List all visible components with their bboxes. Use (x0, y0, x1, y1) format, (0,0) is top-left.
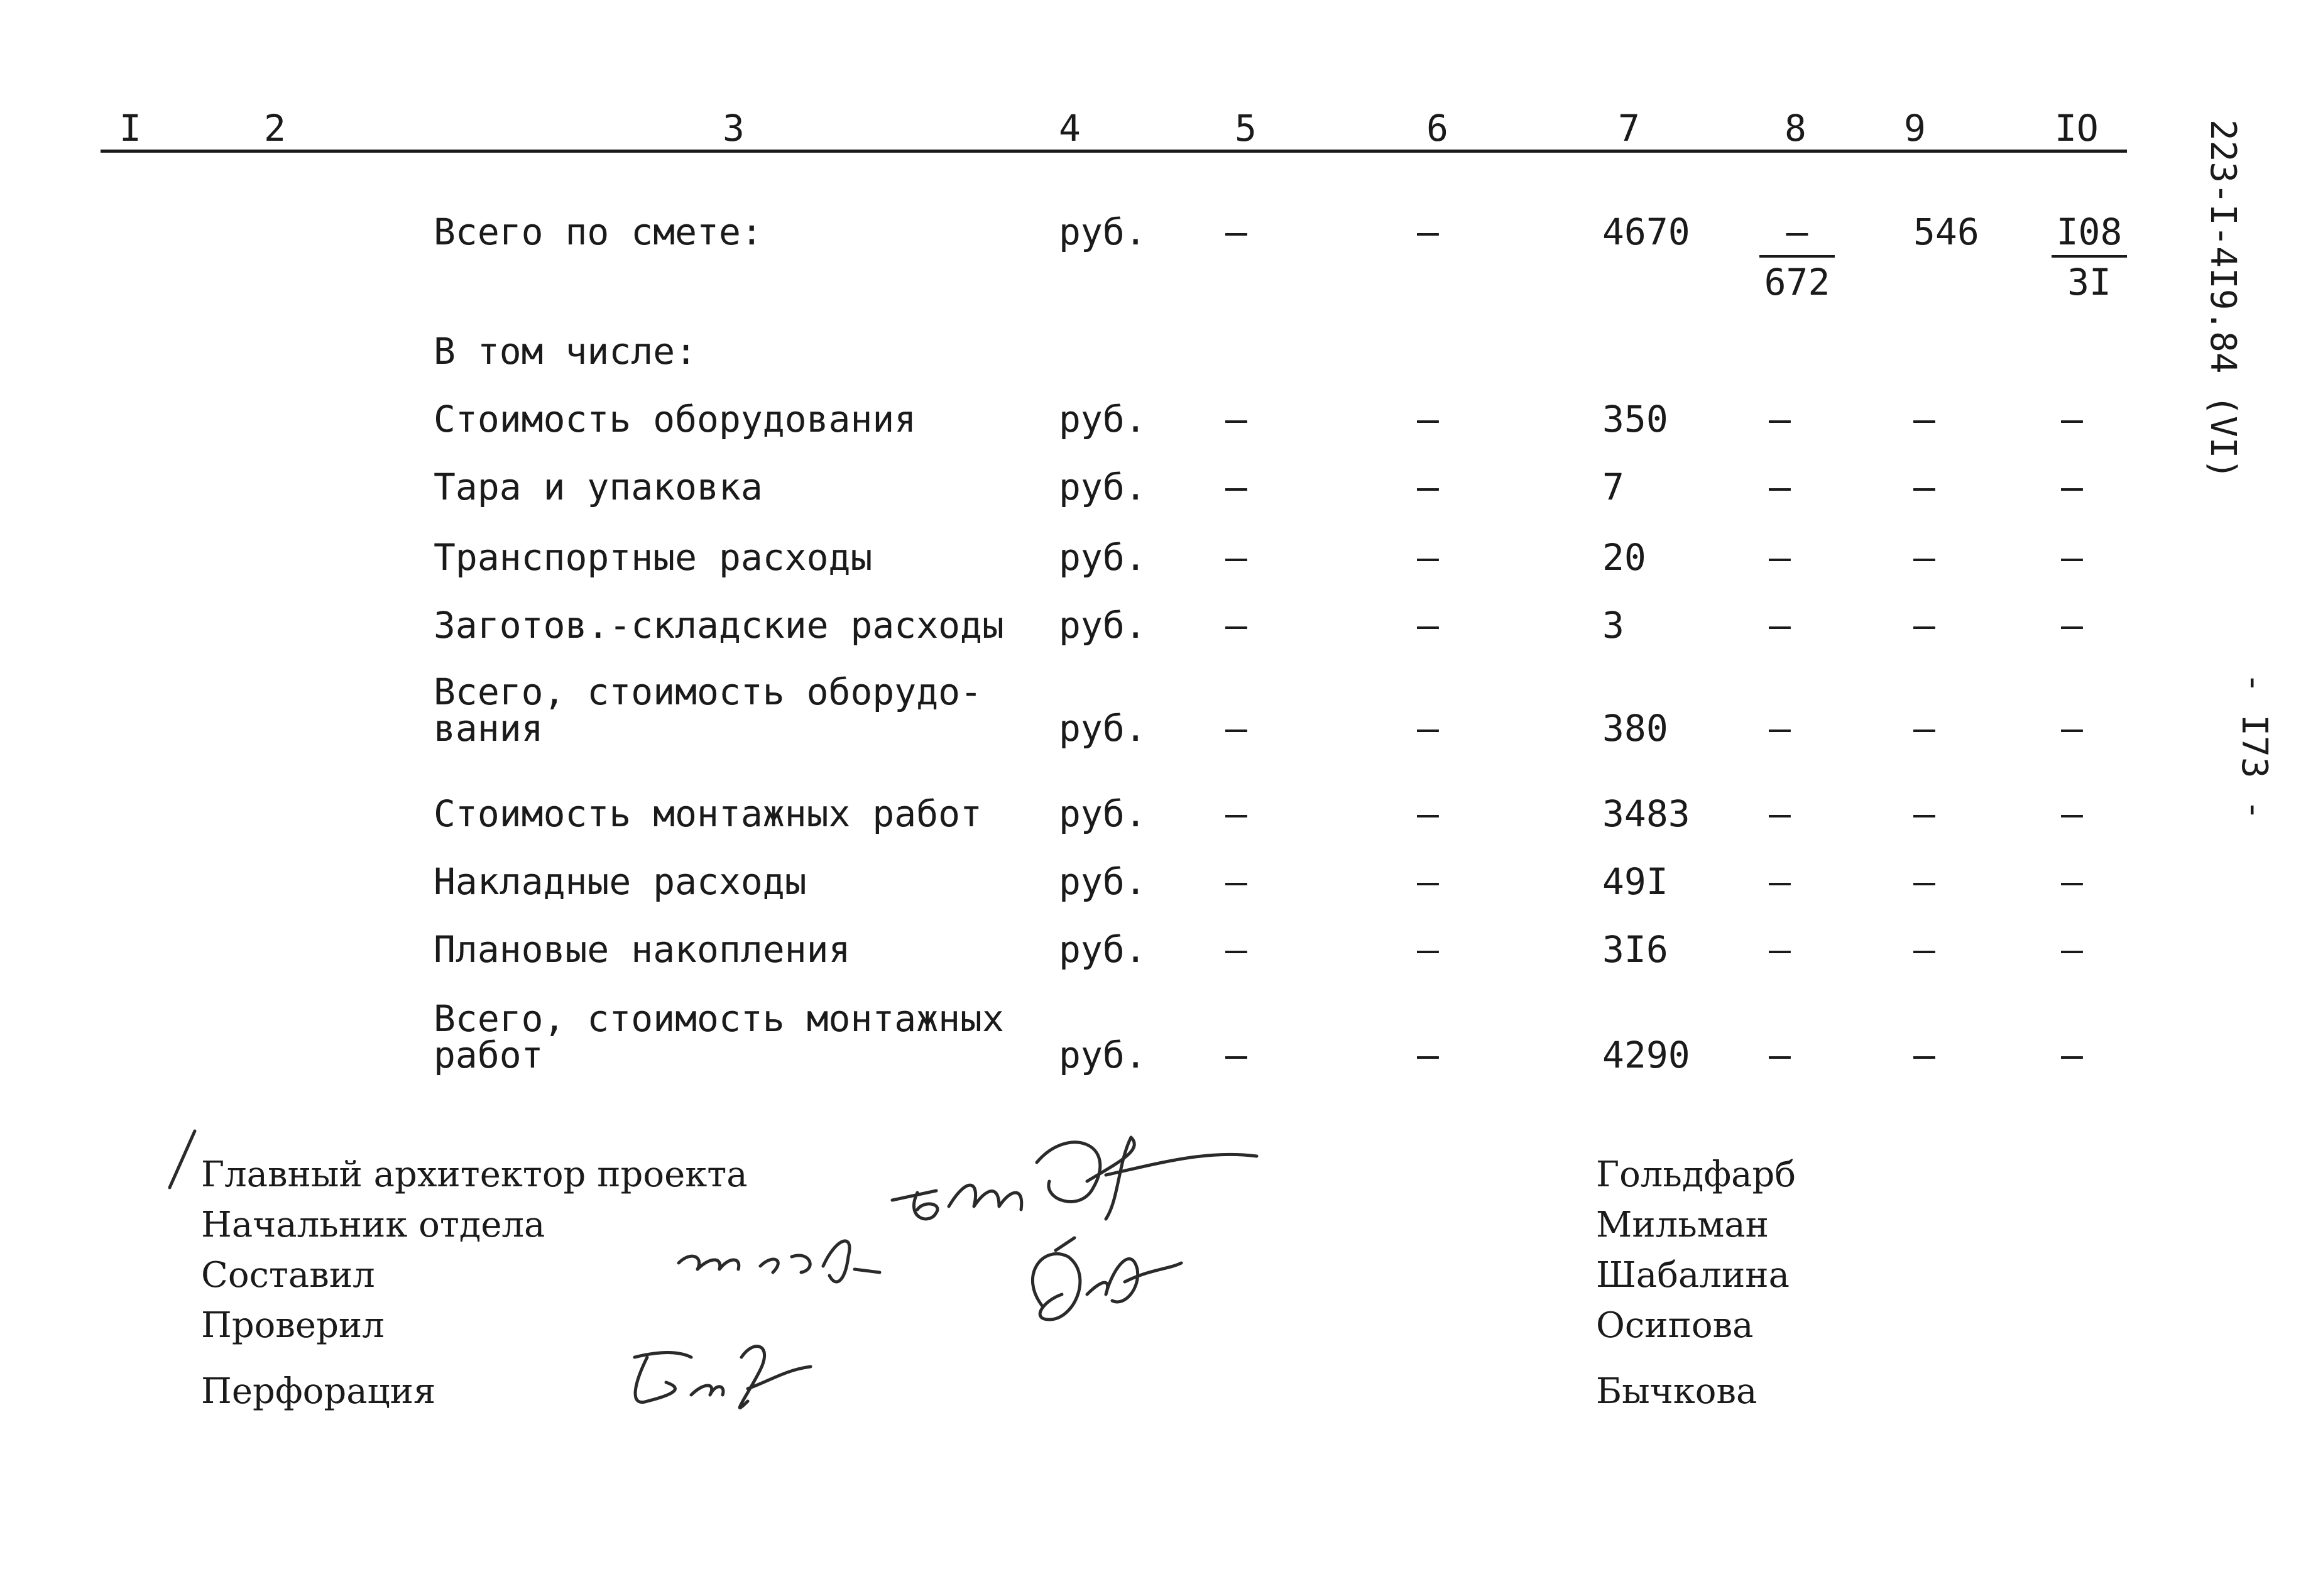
cell-col8: – (1769, 792, 1791, 835)
cell-col5: – (1225, 536, 1247, 579)
row-label: Накладные расходы (434, 860, 807, 903)
cell-col8: – (1769, 1034, 1791, 1076)
cell-col6: – (1417, 604, 1439, 647)
handwritten-signature (1018, 1232, 1219, 1338)
cell-col8: – (1769, 707, 1791, 750)
cell-col10: – (2061, 928, 2083, 971)
cell-col7: 350 (1602, 398, 1668, 440)
cell-col7: 4670 (1602, 210, 1690, 253)
cell-col10: – (2061, 536, 2083, 579)
row-label: Заготов.-складские расходы (434, 604, 1004, 647)
cell-col10: – (2061, 860, 2083, 903)
row-label: Стоимость оборудования (434, 398, 917, 440)
signature-name: Гольдфарб (1596, 1154, 1796, 1195)
cell-col6: – (1417, 792, 1439, 835)
cell-col6: – (1417, 1034, 1439, 1076)
cell-col10: – (2061, 792, 2083, 835)
row-unit: руб. (1059, 707, 1147, 750)
cell-col6: – (1417, 536, 1439, 579)
cell-col8: – (1769, 928, 1791, 971)
cell-col7: 4290 (1602, 1034, 1690, 1076)
signature-role: Перфорация (201, 1371, 436, 1412)
fraction-denominator: 3I (2067, 261, 2111, 303)
cell-col8: – (1769, 604, 1791, 647)
cell-col10: – (2061, 604, 2083, 647)
fraction-bar (2052, 255, 2127, 258)
row-label: В том числе: (434, 330, 697, 373)
cell-col6: – (1417, 928, 1439, 971)
column-header-2: 2 (264, 107, 286, 150)
row-label-line2: вания (434, 707, 544, 750)
cell-col7: 20 (1602, 536, 1646, 579)
cell-col9: – (1913, 466, 1935, 508)
fraction-numerator: – (1786, 210, 1808, 253)
row-unit: руб. (1059, 398, 1147, 440)
cell-col7: 380 (1602, 707, 1668, 750)
column-header-5: 5 (1235, 107, 1257, 150)
cell-col9: – (1913, 604, 1935, 647)
row-label: Плановые накопления (434, 928, 851, 971)
column-header-1: I (119, 107, 141, 150)
signature-role: Главный архитектор проекта (201, 1154, 748, 1195)
row-unit: руб. (1059, 210, 1147, 253)
cell-col10: – (2061, 466, 2083, 508)
row-unit: руб. (1059, 860, 1147, 903)
cell-col9: 546 (1913, 210, 1979, 253)
cell-col9: – (1913, 707, 1935, 750)
cell-col9: – (1913, 1034, 1935, 1076)
cell-col7: 3483 (1602, 792, 1690, 835)
column-header-6: 6 (1426, 107, 1448, 150)
cell-col6: – (1417, 398, 1439, 440)
cell-col9: – (1913, 398, 1935, 440)
cell-col6: – (1417, 210, 1439, 253)
cell-col6: – (1417, 466, 1439, 508)
header-rule (101, 150, 2127, 153)
row-unit: руб. (1059, 792, 1147, 835)
signature-name: Шабалина (1596, 1255, 1790, 1296)
cell-col5: – (1225, 707, 1247, 750)
cell-col8: – (1769, 466, 1791, 508)
cell-col5: – (1225, 604, 1247, 647)
cell-col8-fraction (1759, 212, 1835, 302)
cell-col5: – (1225, 928, 1247, 971)
row-label: Всего по смете: (434, 210, 763, 253)
handwritten-signature (666, 1232, 930, 1301)
handwritten-signature (622, 1332, 848, 1426)
cell-col10: – (2061, 1034, 2083, 1076)
cell-col10: – (2061, 707, 2083, 750)
row-unit: руб. (1059, 604, 1147, 647)
cell-col7: 7 (1602, 466, 1624, 508)
cell-col6: – (1417, 707, 1439, 750)
signature-name: Осипова (1596, 1305, 1754, 1346)
column-header-9: 9 (1904, 107, 1926, 150)
cell-col9: – (1913, 792, 1935, 835)
row-label: Транспортные расходы (434, 536, 873, 579)
signature-role: Составил (201, 1255, 375, 1296)
cell-col6: – (1417, 860, 1439, 903)
cell-col5: – (1225, 1034, 1247, 1076)
signature-name: Бычкова (1596, 1371, 1757, 1412)
cell-col10-fraction (2052, 212, 2127, 302)
cell-col5: – (1225, 398, 1247, 440)
fraction-numerator: I08 (2056, 210, 2123, 253)
row-unit: руб. (1059, 1034, 1147, 1076)
cell-col5: – (1225, 860, 1247, 903)
cell-col5: – (1225, 792, 1247, 835)
cell-col8: – (1769, 860, 1791, 903)
cell-col10: – (2061, 398, 2083, 440)
column-header-3: 3 (723, 107, 745, 150)
row-label: Тара и упаковка (434, 466, 763, 508)
cell-col5: – (1225, 466, 1247, 508)
cell-col9: – (1913, 860, 1935, 903)
signature-role: Начальник отдела (201, 1205, 545, 1245)
cell-col7: 3I6 (1602, 928, 1668, 971)
cell-col8: – (1769, 536, 1791, 579)
fraction-denominator: 672 (1764, 261, 1830, 303)
row-label: Стоимость монтажных работ (434, 792, 982, 835)
cell-col5: – (1225, 210, 1247, 253)
cell-col9: – (1913, 536, 1935, 579)
column-header-4: 4 (1059, 107, 1081, 150)
page-number: - I73 - (2234, 672, 2275, 821)
column-header-10: IO (2055, 107, 2099, 150)
signature-name: Мильман (1596, 1205, 1769, 1245)
margin-mark (163, 1125, 201, 1194)
column-header-7: 7 (1618, 107, 1640, 150)
cell-col7: 49I (1602, 860, 1668, 903)
row-unit: руб. (1059, 928, 1147, 971)
row-label-line2: работ (434, 1034, 544, 1076)
row-label-line1: Всего, стоимость монтажных (434, 997, 1004, 1040)
fraction-bar (1759, 255, 1835, 258)
row-unit: руб. (1059, 536, 1147, 579)
signature-role: Проверил (201, 1305, 385, 1346)
cell-col7: 3 (1602, 604, 1624, 647)
document-code: 223-I-4I9.84 (VI) (2202, 119, 2243, 480)
cell-col9: – (1913, 928, 1935, 971)
row-label-line1: Всего, стоимость оборудо- (434, 670, 982, 713)
row-unit: руб. (1059, 466, 1147, 508)
column-header-8: 8 (1785, 107, 1806, 150)
cell-col8: – (1769, 398, 1791, 440)
